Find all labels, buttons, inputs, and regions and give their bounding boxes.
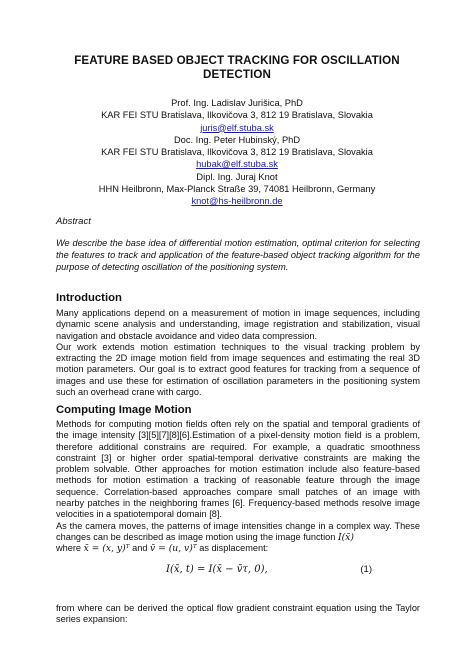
author-block: [60, 97, 414, 208]
author-email-link[interactable]: hubak@elf.stuba.sk: [196, 159, 278, 170]
image-function-symbol: I(x̄): [337, 531, 354, 543]
abstract-text: We describe the base idea of differential motion estimation, optimal criterion for selecting the features to track and application of the feature-based object tracking algorithm for the purpose of detecting oscillation of the positioning system.: [56, 238, 420, 272]
v-vector-definition: v̄ = (u, v)ᵀ: [149, 543, 197, 555]
computing-image-motion-section: [56, 419, 420, 555]
author-affiliation: HHN Heilbronn, Max-Planck Straße 39, 74081 Heilbronn, Germany: [98, 184, 376, 195]
equation-number: (1): [360, 564, 372, 575]
x-vector-definition: x̄ = (x, y)ᵀ: [83, 543, 130, 555]
where-text: where: [56, 543, 84, 554]
abstract-heading: Abstract: [56, 216, 91, 227]
author-name: Doc. Ing. Peter Hubinský, PhD: [173, 134, 301, 145]
equation-1: [56, 564, 420, 580]
paragraph: Many applications depend on a measurement of motion in image sequences, including dynamic scene analysis and understanding, image registration and stabilization, visual navigation and obstacle avoidance and video data compression.: [56, 308, 420, 341]
and-text: and: [129, 543, 150, 554]
author-email-link[interactable]: juris@elf.stuba.sk: [200, 122, 274, 133]
author-affiliation: KAR FEI STU Bratislava, Ilkovičova 3, 812 19 Bratislava, Slovakia: [101, 110, 373, 121]
paragraph: Our work extends motion estimation techniques to the visual tracking problem by extracting the 2D image motion field from image sequences and estimating the real 3D motion parameters. Our goal is to extract good features for tracking from a sequence of images and use these for estimation of oscillation parameters in the positioning system such an overhead crane with cargo.: [56, 341, 420, 398]
paragraph: [56, 543, 420, 554]
equation-expression: I(x̄, t) = I(x̄ − v̄τ, 0),: [166, 564, 268, 575]
computing-image-motion-heading: Computing Image Motion: [56, 404, 192, 416]
displacement-text: as displacement:: [196, 543, 269, 554]
paragraph: [56, 521, 420, 544]
author-name: Dipl. Ing. Juraj Knot: [196, 171, 278, 182]
author-name: Prof. Ing. Ladislav Jurišica, PhD: [171, 98, 303, 108]
paragraph-text: As the camera moves, the patterns of image intensities change in a complex way. These changes can be described as image motion using the image function: [56, 520, 420, 542]
author-email-link[interactable]: knot@hs-heilbronn.de: [191, 196, 283, 207]
paragraph: Methods for computing motion fields often rely on the spatial and temporal gradients of the image intensity [3][5][7][8][6].Estimation of a pixel-density motion field is a problem, therefore additional constrains are required. For example, a quadratic smoothness constraint [3] or higher order spatial-temporal derivative constraints are making the problem solvable. Other approaches for motion estimation include also feature-based methods for motion estimation a tracking of reasonable feature through the image sequence. Correlation-based approaches compare small patches of an image with nearby patches in the neighboring frames [6]. Frequency-based methods resolve image velocities in a spatiotemporal domain [8].: [56, 419, 420, 520]
introduction-heading: Introduction: [56, 292, 122, 304]
paper-title: FEATURE BASED OBJECT TRACKING FOR OSCILLATION DETECTION: [74, 54, 400, 81]
paragraph: from where can be derived the optical flow gradient constraint equation using the Taylor series expansion:: [56, 603, 420, 625]
author-affiliation: KAR FEI STU Bratislava, Ilkovičova 3, 812 19 Bratislava, Slovakia: [101, 147, 373, 158]
introduction-section: [56, 308, 420, 398]
